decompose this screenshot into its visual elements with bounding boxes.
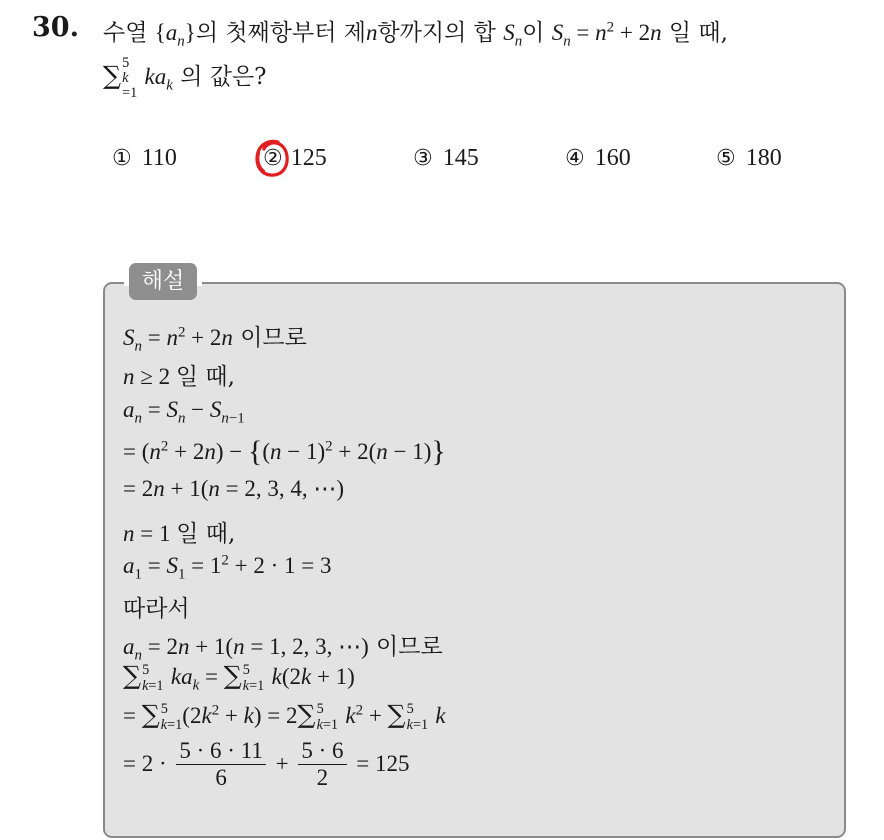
solution-line-10: ∑ 5 k=1 $ka_k$ = ∑ 5 k=1 k(2k + 1)	[123, 661, 355, 694]
solution-line-8: 따라서	[123, 596, 190, 622]
question-text-line1: 수열 $\{a_n\}$의 첫째항부터 제n항까지의 합 $S_n$이 $S_n = n^2 + 2n$ 일 때,	[103, 19, 728, 50]
solution-line-7: $a_1 = S_1 = 1^2 + 2 \cdot 1 = 3$	[123, 552, 332, 583]
choice-4-number: ④	[565, 146, 585, 171]
answer-choices	[0, 145, 884, 181]
solution-line-4: = $(n^2 + 2n) - \{(n - 1)^2 + 2(n - 1)\}$	[123, 435, 446, 468]
choice-2[interactable]	[263, 145, 327, 172]
solution-line-3: $a_n = S_n - S_{n-1}$	[123, 397, 245, 427]
choice-2-value: 125	[290, 145, 327, 171]
fraction-2: $\frac{5 \cdot 6}{2}$	[298, 738, 346, 792]
choice-4[interactable]	[565, 145, 631, 172]
solution-result: 125	[375, 750, 410, 776]
choice-5-number: ⑤	[716, 146, 736, 171]
solution-line-12: = 2 · $\frac{5 \cdot 6 \cdot 11}{6}$ + $\frac{5 \cdot 6}{2}$ = 125	[123, 738, 410, 791]
choice-5-value: 180	[745, 145, 782, 171]
choice-2-number: ②	[263, 146, 283, 171]
solution-line-6: n = 1 일 때,	[123, 521, 236, 547]
solution-line-2: n ≥ 2 일 때,	[123, 364, 235, 390]
solution-line-9: $a_n = 2n + 1(n = 1$, 2, 3, ⋯) 이므로	[123, 634, 443, 664]
choice-1-number: ①	[112, 146, 132, 171]
question-text-line2: ∑ 5 k =1 $ka_k$ 의 값은?	[103, 55, 267, 101]
choice-5[interactable]	[716, 145, 782, 172]
question-number: 30.	[32, 12, 79, 43]
choice-1[interactable]	[112, 145, 177, 172]
choice-3[interactable]	[413, 145, 479, 172]
choice-3-value: 145	[442, 145, 479, 171]
choice-4-value: 160	[594, 145, 631, 171]
choice-3-number: ③	[413, 146, 433, 171]
fraction-1: $\frac{5 \cdot 6 \cdot 11}{6}$	[176, 738, 265, 792]
solution-line-11: = ∑ 5 $k=1(2k^2 + k) = 2\sum$ 5 k=1 $k^2$ + ∑ 5 k=1 k	[123, 700, 446, 733]
solution-line-5: = 2n + 1(n = 2, 3, 4, ⋯)	[123, 476, 345, 501]
solution-line-1: $S_n = n^2 + 2n$ 이므로	[123, 324, 307, 355]
solution-tag: 해설	[129, 263, 197, 300]
choice-1-value: 110	[141, 145, 177, 171]
